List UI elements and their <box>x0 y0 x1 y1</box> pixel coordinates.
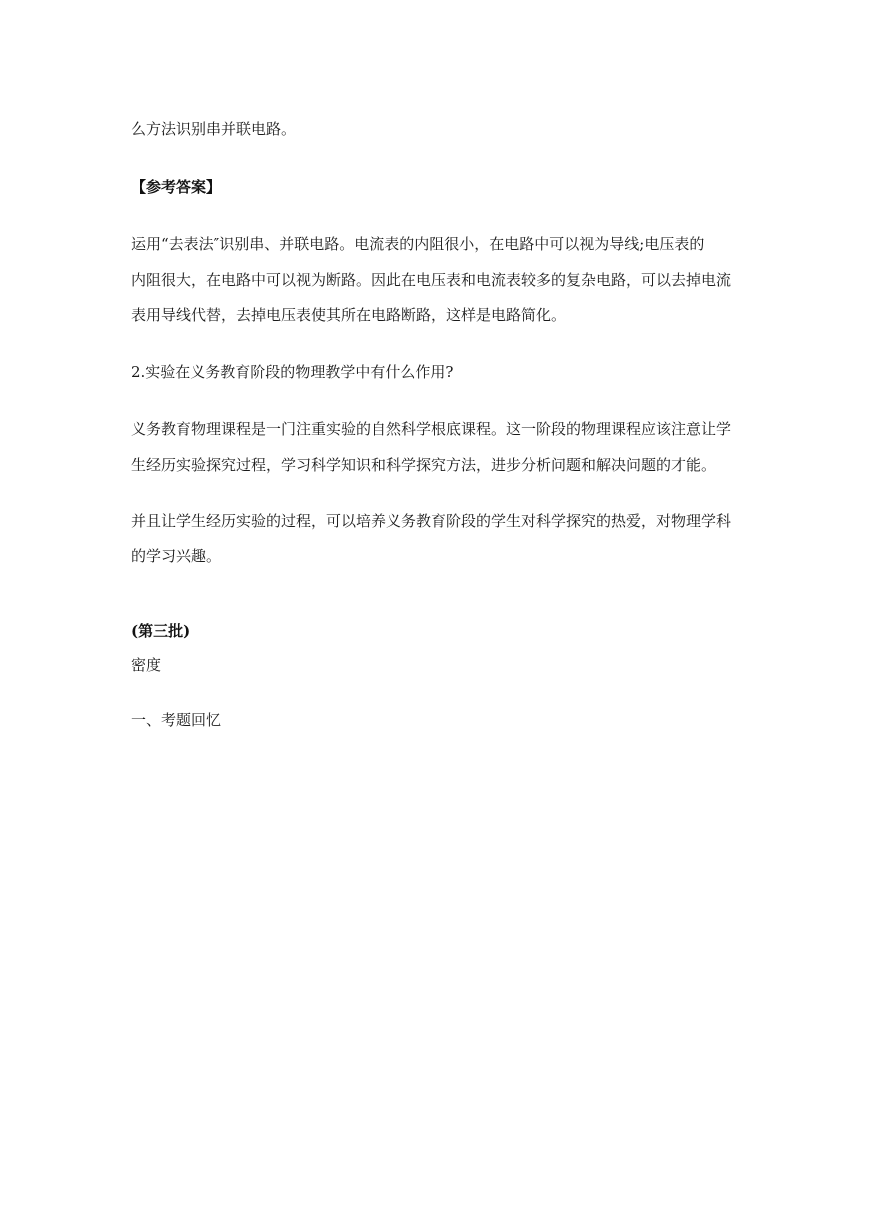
continuation-text: 么方法识别串并联电路。 <box>131 120 297 138</box>
batch-heading: (第三批) <box>131 622 191 640</box>
answer2-para1-line-1: 义务教育物理课程是一门注重实验的自然科学根底课程。这一阶段的物理课程应该注意让学 <box>131 420 732 438</box>
question-2: 2.实验在义务教育阶段的物理教学中有什么作用? <box>131 363 454 381</box>
answer2-para2-line-2: 的学习兴趣。 <box>131 547 222 565</box>
answer-line-2: 内阻很大，在电路中可以视为断路。因此在电压表和电流表较多的复杂电路，可以去掉电流 <box>131 271 732 289</box>
answer2-para2-line-1: 并且让学生经历实验的过程，可以培养义务教育阶段的学生对科学探究的热爱，对物理学科 <box>131 512 732 530</box>
section-heading: 一、考题回忆 <box>131 711 222 729</box>
answer-line-3: 表用导线代替，去掉电压表使其所在电路断路，这样是电路简化。 <box>131 306 567 324</box>
answer2-para1-line-2: 生经历实验探究过程，学习科学知识和科学探究方法，进步分析问题和解决问题的才能。 <box>131 456 717 474</box>
reference-answer-heading: 【参考答案】 <box>131 178 222 196</box>
topic-title: 密度 <box>131 656 162 674</box>
answer-line-1: 运用“去表法″识别串、并联电路。电流表的内阻很小，在电路中可以视为导线;电压表的 <box>131 235 705 253</box>
